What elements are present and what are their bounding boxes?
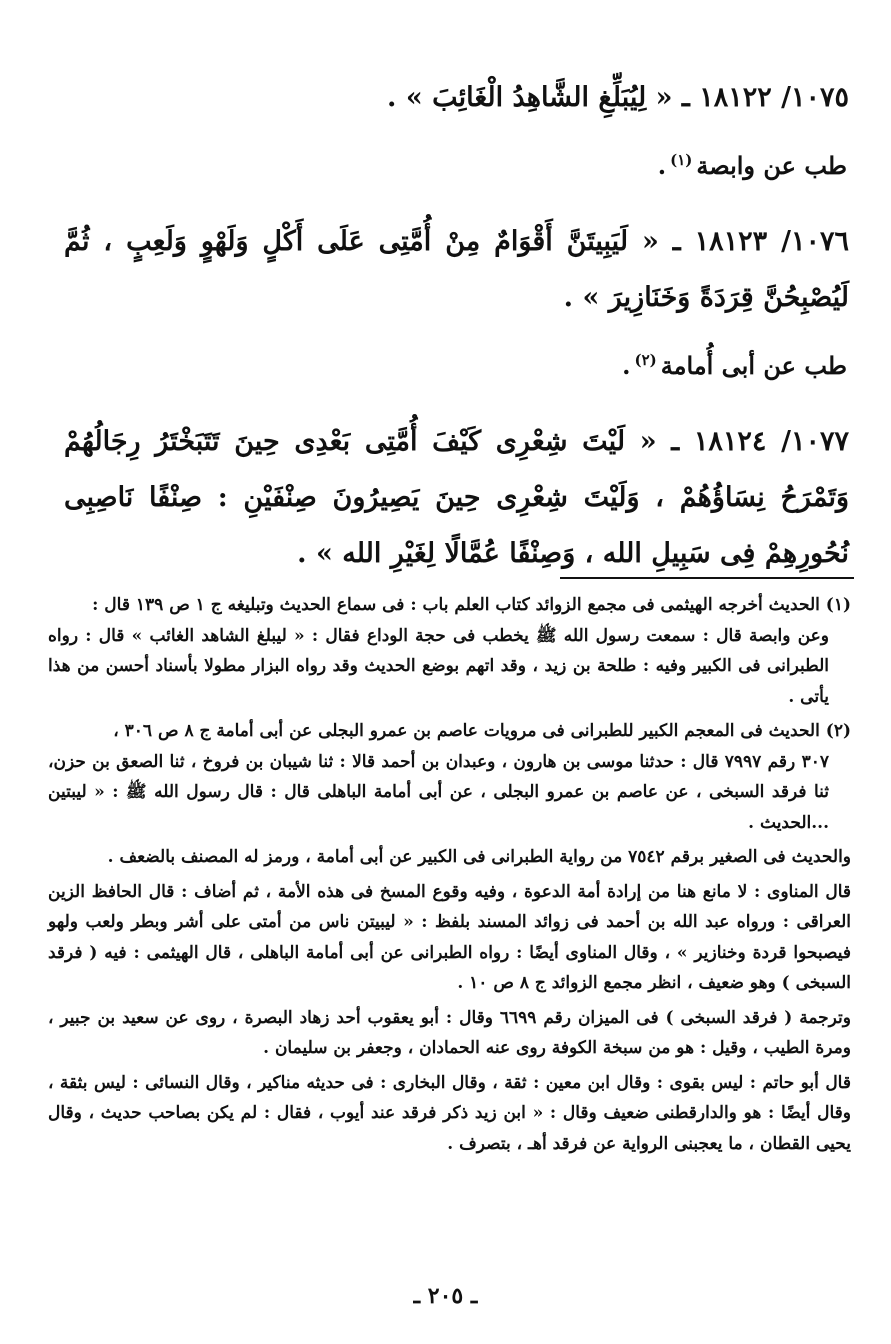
footnote-ref-2: (٢) <box>634 351 657 369</box>
footnote-1-body: وعن وابصة قال : سمعت رسول الله ﷺ يخطب فى حجة الوداع فقال : « ليبلغ الشاهد الغائب » قال : رواه الطبرانى فى الكبير وفيه : طلحة بن زيد ، وقد اتهم بوضع الحديث وقد رواه البزار مطولا بأسناد أحسن من هذا يأتى . <box>48 625 829 707</box>
footnote-paragraph: والحديث فى الصغير برقم ٧٥٤٢ من رواية الطبرانى فى الكبير عن أبى أمامة ، ورمز له المصنف بالضعف . <box>107 847 851 867</box>
hadith-1076 <box>64 214 849 326</box>
hadith-text: ـ « لَيْتَ شِعْرِى كَيْفَ أُمَّتِى بَعْدِى حِينَ تَتَبَخْتَرُ رِجَالُهُمْ وَتَمْرَحُ نِسَاؤُهُمْ ، وَلَيْتَ شِعْرِى حِينَ يَصِيرُونَ صِنْفَيْنِ : صِنْفًا نَاصِبِى نُحُورِهِمْ فِى سَبِيلِ الله ، وَصِنْفًا عُمَّالًا لِغَيْرِ الله » . <box>64 426 849 569</box>
footnote-paragraph: قال أبو حاتم : ليس بقوى : وقال ابن معين : ثقة ، وقال البخارى : فى حديثه مناكير ، وقال النسائى : ليس بثقة ، وقال أيضًا : هو والدارقطنى ضعيف وقال : « ابن زيد ذكر فرقد عند أيوب ، فقال : لم يكن بصاحب حديث ، وقال يحيى القطان ، ما يعجبنى الرواية عن فرقد أهـ ، بتصرف . <box>48 1072 851 1154</box>
source-end: . <box>657 151 667 180</box>
source-end: . <box>622 351 631 380</box>
footnote-paragraph: وترجمة ( فرقد السبخى ) فى الميزان رقم ٦٦٩٩ وقال : أبو يعقوب أحد زهاد البصرة ، روى عن سعيد بن جبير ، ومرة الطيب ، وقيل : هو من سبخة الكوفة روى عنه الحمادان ، وجعفر بن سليمان . <box>48 1007 851 1058</box>
hadith-number: ١٠٧٧/ ١٨١٢٤ <box>693 426 849 457</box>
hadith-1077 <box>64 414 849 582</box>
hadith-1075 <box>64 70 849 126</box>
hadith-source-1076 <box>64 340 849 386</box>
footnote-separator <box>560 577 854 579</box>
footnotes <box>48 590 851 1159</box>
hadith-source-1075 <box>64 140 849 186</box>
hadith-number: ١٠٧٥/ ١٨١٢٢ <box>699 82 849 113</box>
source-text: طب عن أبى أُمامة <box>660 351 847 380</box>
footnote-ref-1: (١) <box>670 151 693 169</box>
hadith-text: ـ « لِيُبَلِّغِ الشَّاهِدُ الْغَائِبَ » . <box>387 82 690 113</box>
source-text: طب عن وابصة <box>696 151 847 180</box>
footnote-paragraph: قال المناوى : لا مانع هنا من إرادة أمة الدعوة ، وفيه وقوع المسخ فى هذه الأمة ، ثم أضاف : قال الحافظ الزين العراقى : ورواه عبد الله بن أحمد فى زوائد المسند بلفظ : « ليبيتن ناس من أمتى على أشر وبطر ولعب ولهو فيصبحوا قردة وخنازير » ، وقال المناوى أيضًا : رواه الطبرانى عن أبى أمامة الباهلى ، قال الهيثمى : فيه ( فرقد السبخى ) وهو ضعيف ، انظر مجمع الزوائد ج ٨ ص ١٠ . <box>48 881 851 993</box>
footnote-1-lead: (١) الحديث أخرجه الهيثمى فى مجمع الزوائد كتاب العلم باب : فى سماع الحديث وتبليغه ج ١ ص ١٣٩ قال : <box>92 595 851 615</box>
page-number: ـ ٢٠٥ ـ <box>413 1283 478 1309</box>
footnote-2-lead: (٢) الحديث فى المعجم الكبير للطبرانى فى مرويات عاصم بن عمرو البجلى عن أبى أمامة ج ٨ ص ٣٠٦ ، <box>113 721 851 741</box>
footnote-2-body: ٣٠٧ رقم ٧٩٩٧ قال : حدثنا موسى بن هارون ، وعبدان بن أحمد قالا : ثنا شيبان بن فروخ ، ثنا الصعق بن حزن، ثنا فرقد السبخى ، عن عاصم بن عمرو البجلى ، عن أبى أمامة الباهلى قال : قال رسول الله ﷺ : « ليبتين ...الحديث . <box>48 751 829 833</box>
hadith-number: ١٠٧٦/ ١٨١٢٣ <box>694 226 850 257</box>
hadith-text: ـ « لَيَبِيتَنَّ أَقْوَامٌ مِنْ أُمَّتِى عَلَى أَكْلٍ وَلَهْوٍ وَلَعِبٍ ، ثُمَّ لَيُصْبِحُنَّ قِرَدَةً وَخَنَازِيرَ » . <box>64 226 849 313</box>
